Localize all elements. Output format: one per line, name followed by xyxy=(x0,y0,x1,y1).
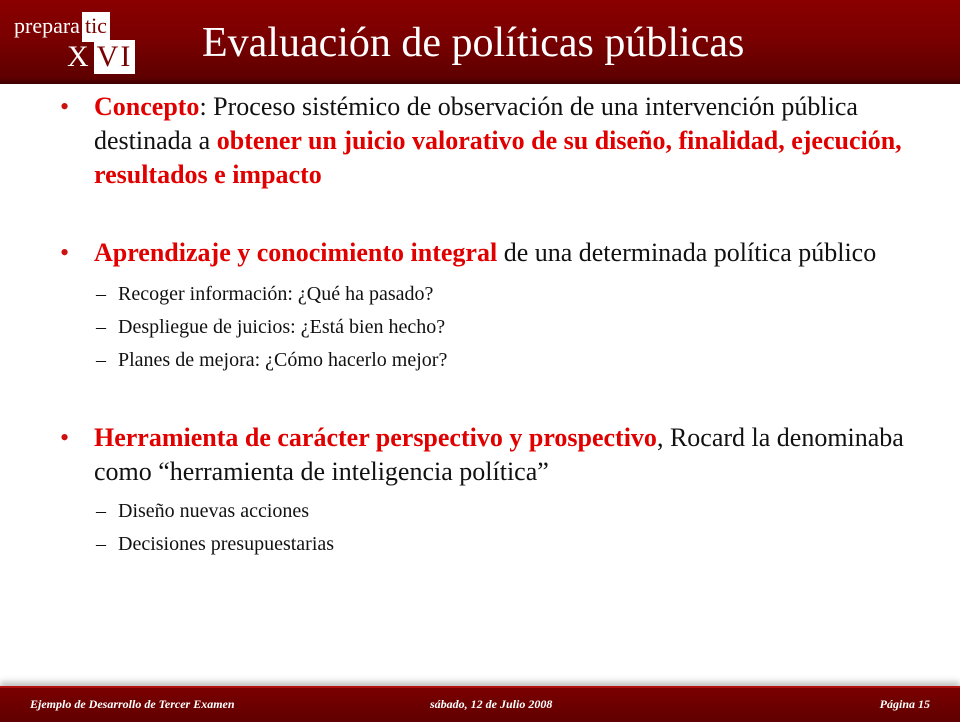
subitem-diseno xyxy=(50,495,930,528)
bullet-0-part-0: Concepto xyxy=(94,92,200,121)
logo-bottom-row xyxy=(64,40,135,74)
slide-footer xyxy=(0,686,960,722)
footer-page-number: Página 15 xyxy=(879,697,930,711)
bullet-2-part-1: , Rocard la denominaba como “herramienta de inteligencia política” xyxy=(94,423,904,486)
bullet-concepto xyxy=(50,90,930,192)
bullet-2-part-0: Herramienta de carácter perspectivo y prospectivo xyxy=(94,423,657,452)
logo-num-a: X xyxy=(67,40,91,73)
subitem-text: Despliegue de juicios: ¿Está bien hecho? xyxy=(118,316,446,338)
subitem-decisiones xyxy=(50,528,930,561)
subitem-text: Planes de mejora: ¿Cómo hacerlo mejor? xyxy=(118,349,448,371)
slide-body xyxy=(50,90,930,561)
subitem-text: Diseño nuevas acciones xyxy=(118,500,310,522)
bullet-0-part-2: obtener un juicio valorativo de su diseño, finalidad, ejecución, resultados e impacto xyxy=(94,126,902,189)
logo-word-a: prepara xyxy=(14,13,80,38)
subitem-text: Recoger información: ¿Qué ha pasado? xyxy=(118,283,434,305)
preparatic-logo xyxy=(12,10,148,72)
bullet-icon: • xyxy=(60,238,70,267)
slide-title: Evaluación de políticas públicas xyxy=(202,20,745,66)
footer-presentation-name: Ejemplo de Desarrollo de Tercer Examen xyxy=(30,697,235,711)
dash-icon: – xyxy=(96,349,106,371)
footer-date: sábado, 12 de Julio 2008 xyxy=(430,697,553,711)
dash-icon: – xyxy=(96,283,106,305)
logo-num-b: VI xyxy=(94,40,136,74)
dash-icon: – xyxy=(96,316,106,338)
bullet-icon: • xyxy=(60,92,70,121)
subitem-planes xyxy=(50,344,930,377)
bullet-herramienta xyxy=(50,421,930,489)
slide-header xyxy=(0,0,960,84)
subitem-text: Decisiones presupuestarias xyxy=(118,533,335,555)
dash-icon: – xyxy=(96,533,106,555)
bullet-1-part-0: Aprendizaje y conocimiento integral xyxy=(94,238,498,267)
bullet-1-part-1: de una determinada política público xyxy=(497,238,877,267)
bullet-0-part-1: : Proceso sistémico de observación de una intervención pública destinada a xyxy=(94,92,858,155)
bullet-aprendizaje xyxy=(50,236,930,270)
bullet-icon: • xyxy=(60,423,70,452)
dash-icon: – xyxy=(96,500,106,522)
subitem-despliegue xyxy=(50,311,930,344)
logo-word-b: tic xyxy=(82,12,110,42)
subitem-recoger xyxy=(50,278,930,311)
logo-top-row xyxy=(12,12,110,42)
